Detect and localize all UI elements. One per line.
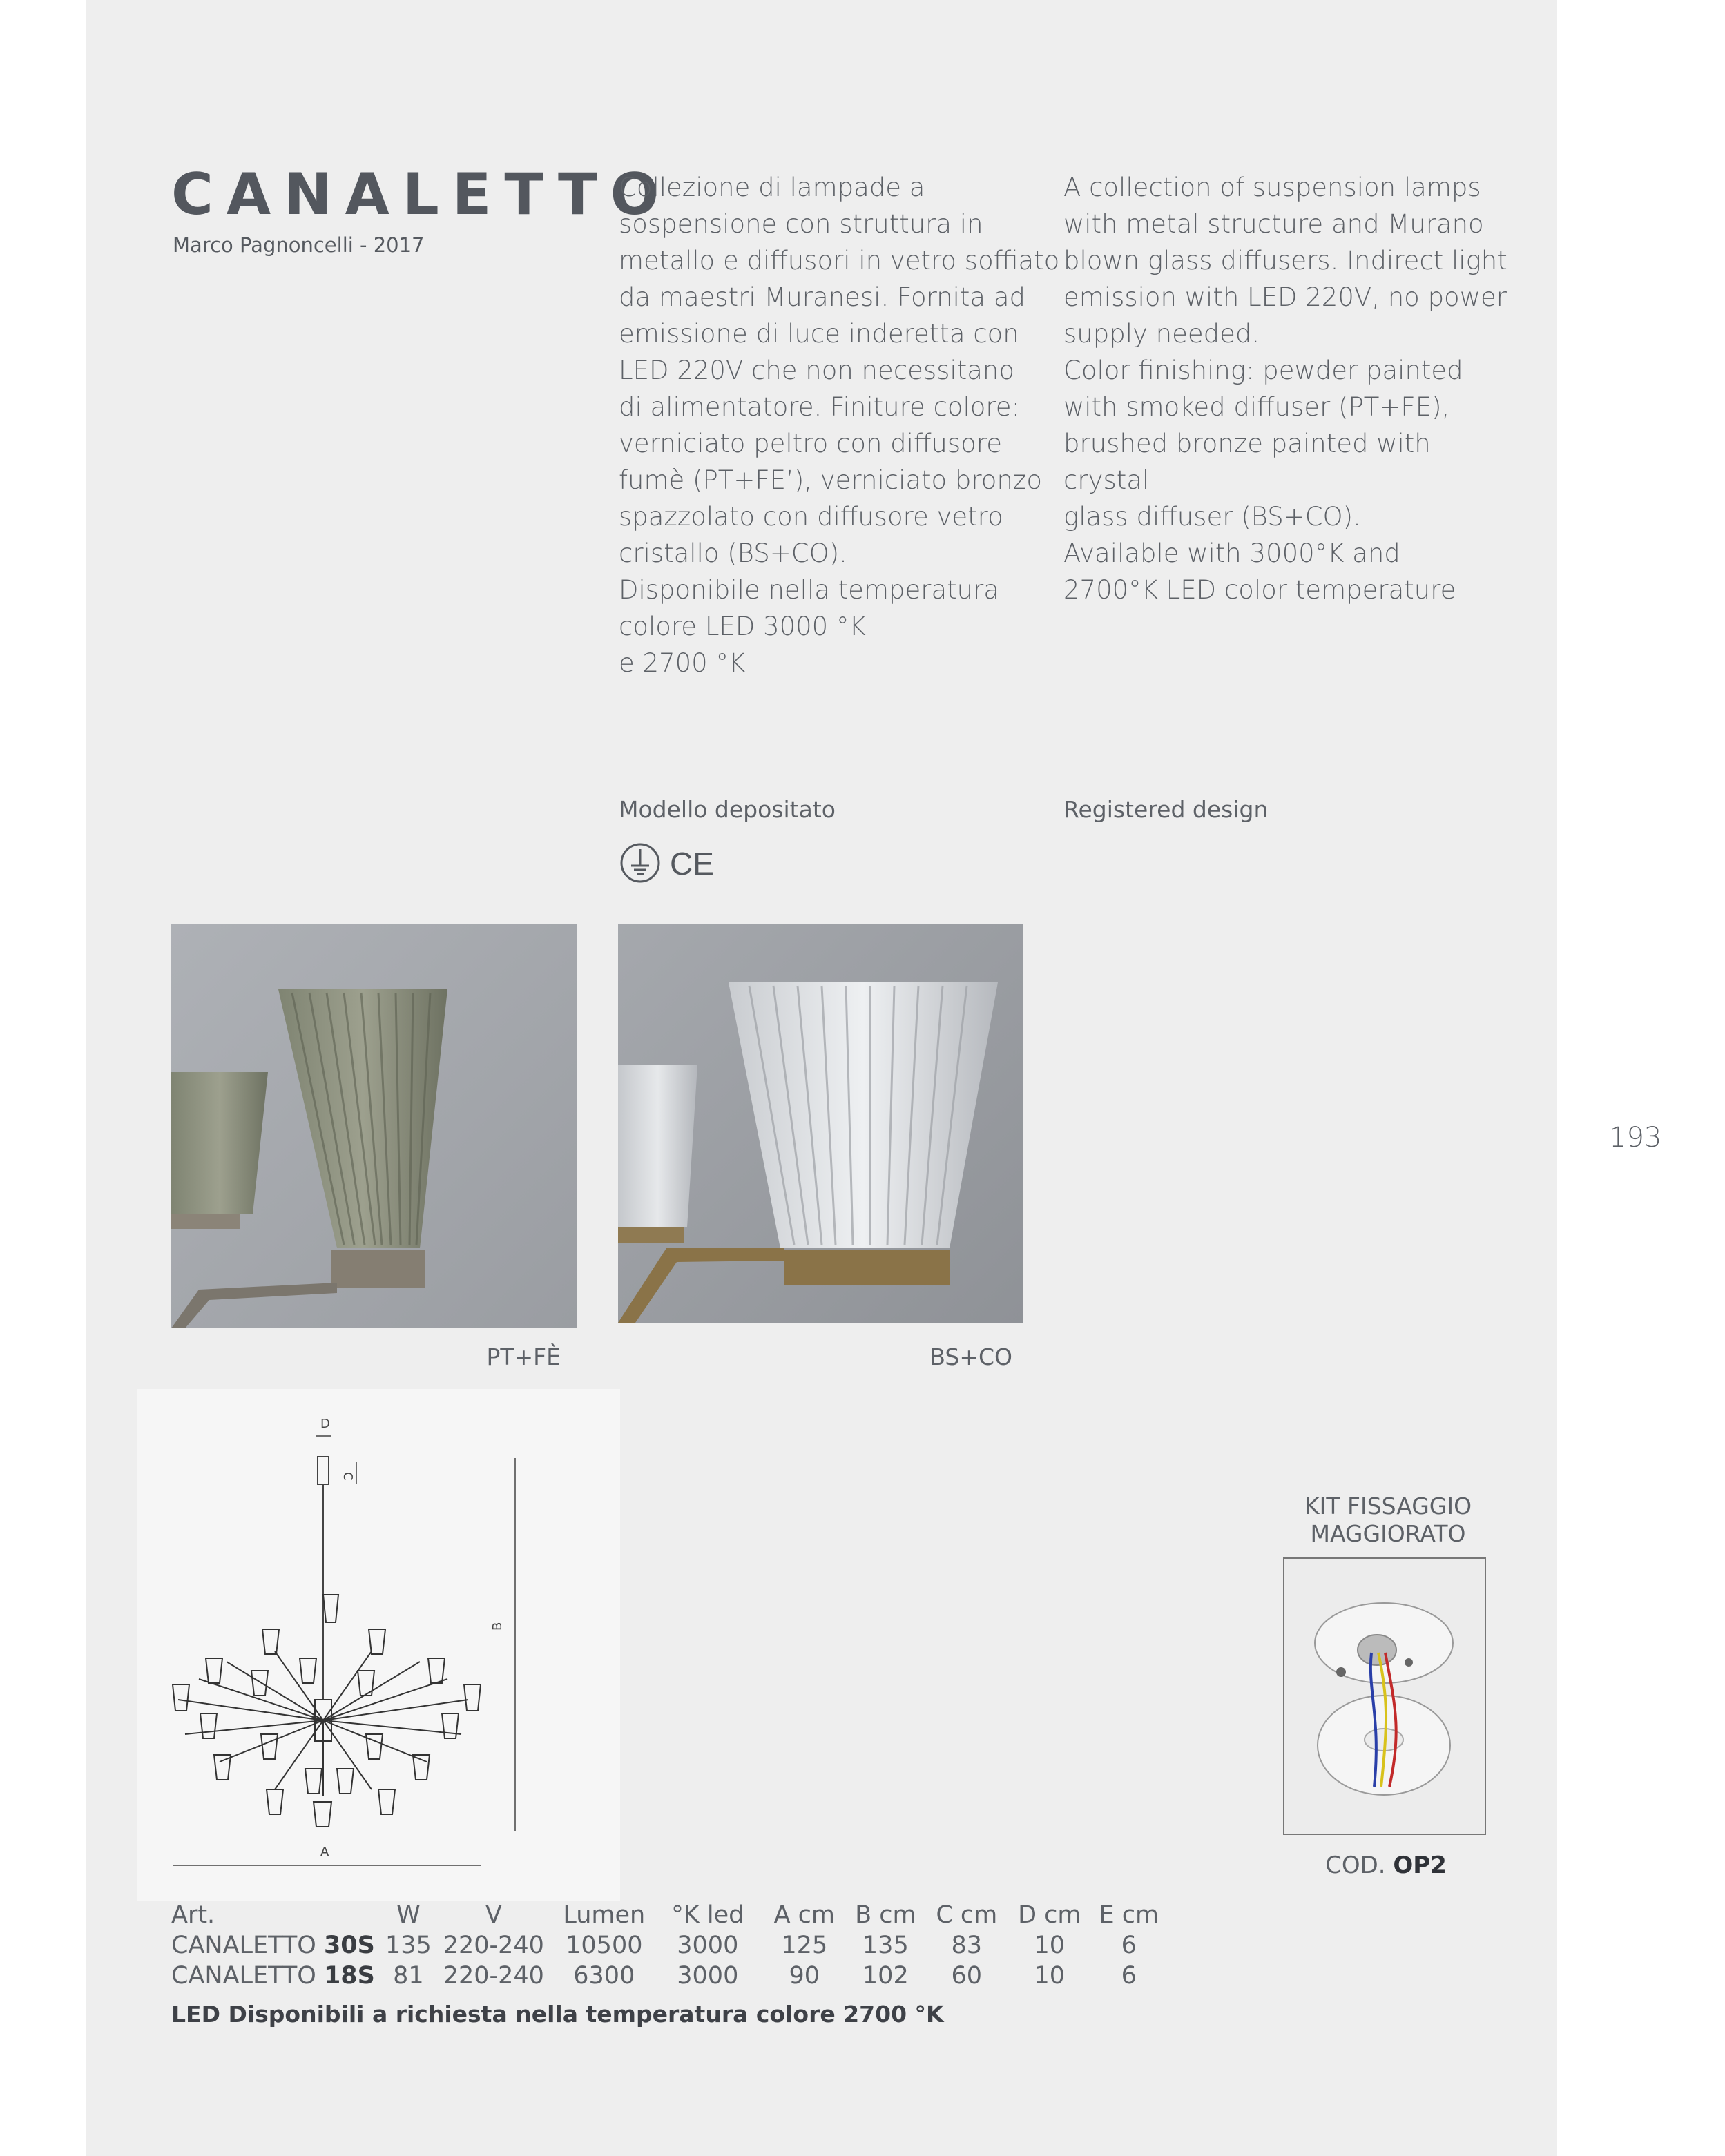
ce-mark-icon: CE [670,846,714,882]
kit-code-label: COD. [1325,1852,1386,1879]
designer-credit: Marco Pagnoncelli - 2017 [173,233,425,257]
row-w: 135 [385,1932,432,1959]
ground-earth-icon [621,844,659,882]
row-v: 220-240 [443,1932,544,1959]
description-italian: Collezione di lampade a sospensione con struttura in metallo e diffusori in vetro soffiato da maestri Muranesi. Fornita ad emissione di luce inderetta con LED 220V che non necessitano di alimentatore. Finiture colore: verniciato peltro con diffusore fumè (PT+FE’), verniciato bronzo spazzolato con diffusore vetro cristallo (BS+CO). Disponibile nella temperatura colore LED 3000 °K e 2700 °K [619,173,1060,678]
row-d: 10 [1034,1962,1066,1990]
photo-bs-co [618,924,1023,1323]
row-w: 81 [393,1962,424,1990]
header-c-cm: C cm [936,1901,998,1929]
svg-text:A: A [320,1845,329,1859]
row-article: CANALETTO 30S [171,1932,375,1959]
dimension-d [316,1417,331,1436]
table-row [171,1961,1167,1991]
row-d: 10 [1034,1932,1066,1959]
header-v: V [485,1901,502,1929]
dimension-c [340,1462,356,1484]
row-b: 102 [862,1962,909,1990]
registered-design-italian: Modello depositato [619,796,836,823]
row-lumen: 10500 [566,1932,643,1959]
spec-table-header [171,1900,1167,1930]
caption-pt-fe: PT+FÈ [486,1343,561,1370]
kit-code-value: OP2 [1393,1852,1447,1879]
spec-table [171,1900,1167,1991]
spec-note: LED Disponibili a richiesta nella temperatura colore 2700 °K [171,2001,944,2028]
row-k: 3000 [677,1962,739,1990]
row-lumen: 6300 [573,1962,635,1990]
row-b: 135 [862,1932,909,1959]
row-c: 83 [951,1932,983,1959]
header-w: W [396,1901,421,1929]
row-a: 125 [781,1932,828,1959]
row-article: CANALETTO 18S [171,1962,375,1990]
table-row [171,1930,1167,1961]
row-e: 6 [1121,1962,1137,1990]
product-title: CANALETTO [171,161,673,228]
header-k-led: °K led [671,1901,744,1929]
caption-bs-co: BS+CO [929,1343,1012,1370]
row-c: 60 [951,1962,983,1990]
description-english: A collection of suspension lamps with metal structure and Murano blown glass diffusers. Indirect light emission with LED 220V, no power supply needed. Color finishing: pewder painted with smoked diffuser (PT+FE), brushed bronze painted with crystal glass diffuser (BS+CO). Available with 3000°K and 2700°K LED color temperature [1063,173,1507,605]
header-d-cm: D cm [1018,1901,1081,1929]
photo-pt-fe [171,924,577,1328]
row-k: 3000 [677,1932,739,1959]
header-lumen: Lumen [563,1901,646,1929]
svg-text:D: D [320,1417,330,1431]
registered-design-english: Registered design [1063,796,1269,823]
kit-title: KIT FISSAGGIO MAGGIORATO [1304,1493,1472,1547]
kit-code [1284,1852,1487,1879]
dimension-a [173,1845,481,1865]
dimension-b [490,1458,515,1831]
row-e: 6 [1121,1932,1137,1959]
header-a-cm: A cm [773,1901,836,1929]
svg-text:C: C [340,1472,355,1481]
svg-text:B: B [490,1622,505,1631]
kit-image [1283,1557,1486,1835]
certification-icons [620,842,717,884]
technical-drawing [137,1389,620,1901]
row-v: 220-240 [443,1962,544,1990]
row-a: 90 [789,1962,820,1990]
header-b-cm: B cm [855,1901,916,1929]
header-e-cm: E cm [1099,1901,1159,1929]
header-art: Art. [171,1901,215,1929]
page-number: 193 [1609,1122,1662,1154]
